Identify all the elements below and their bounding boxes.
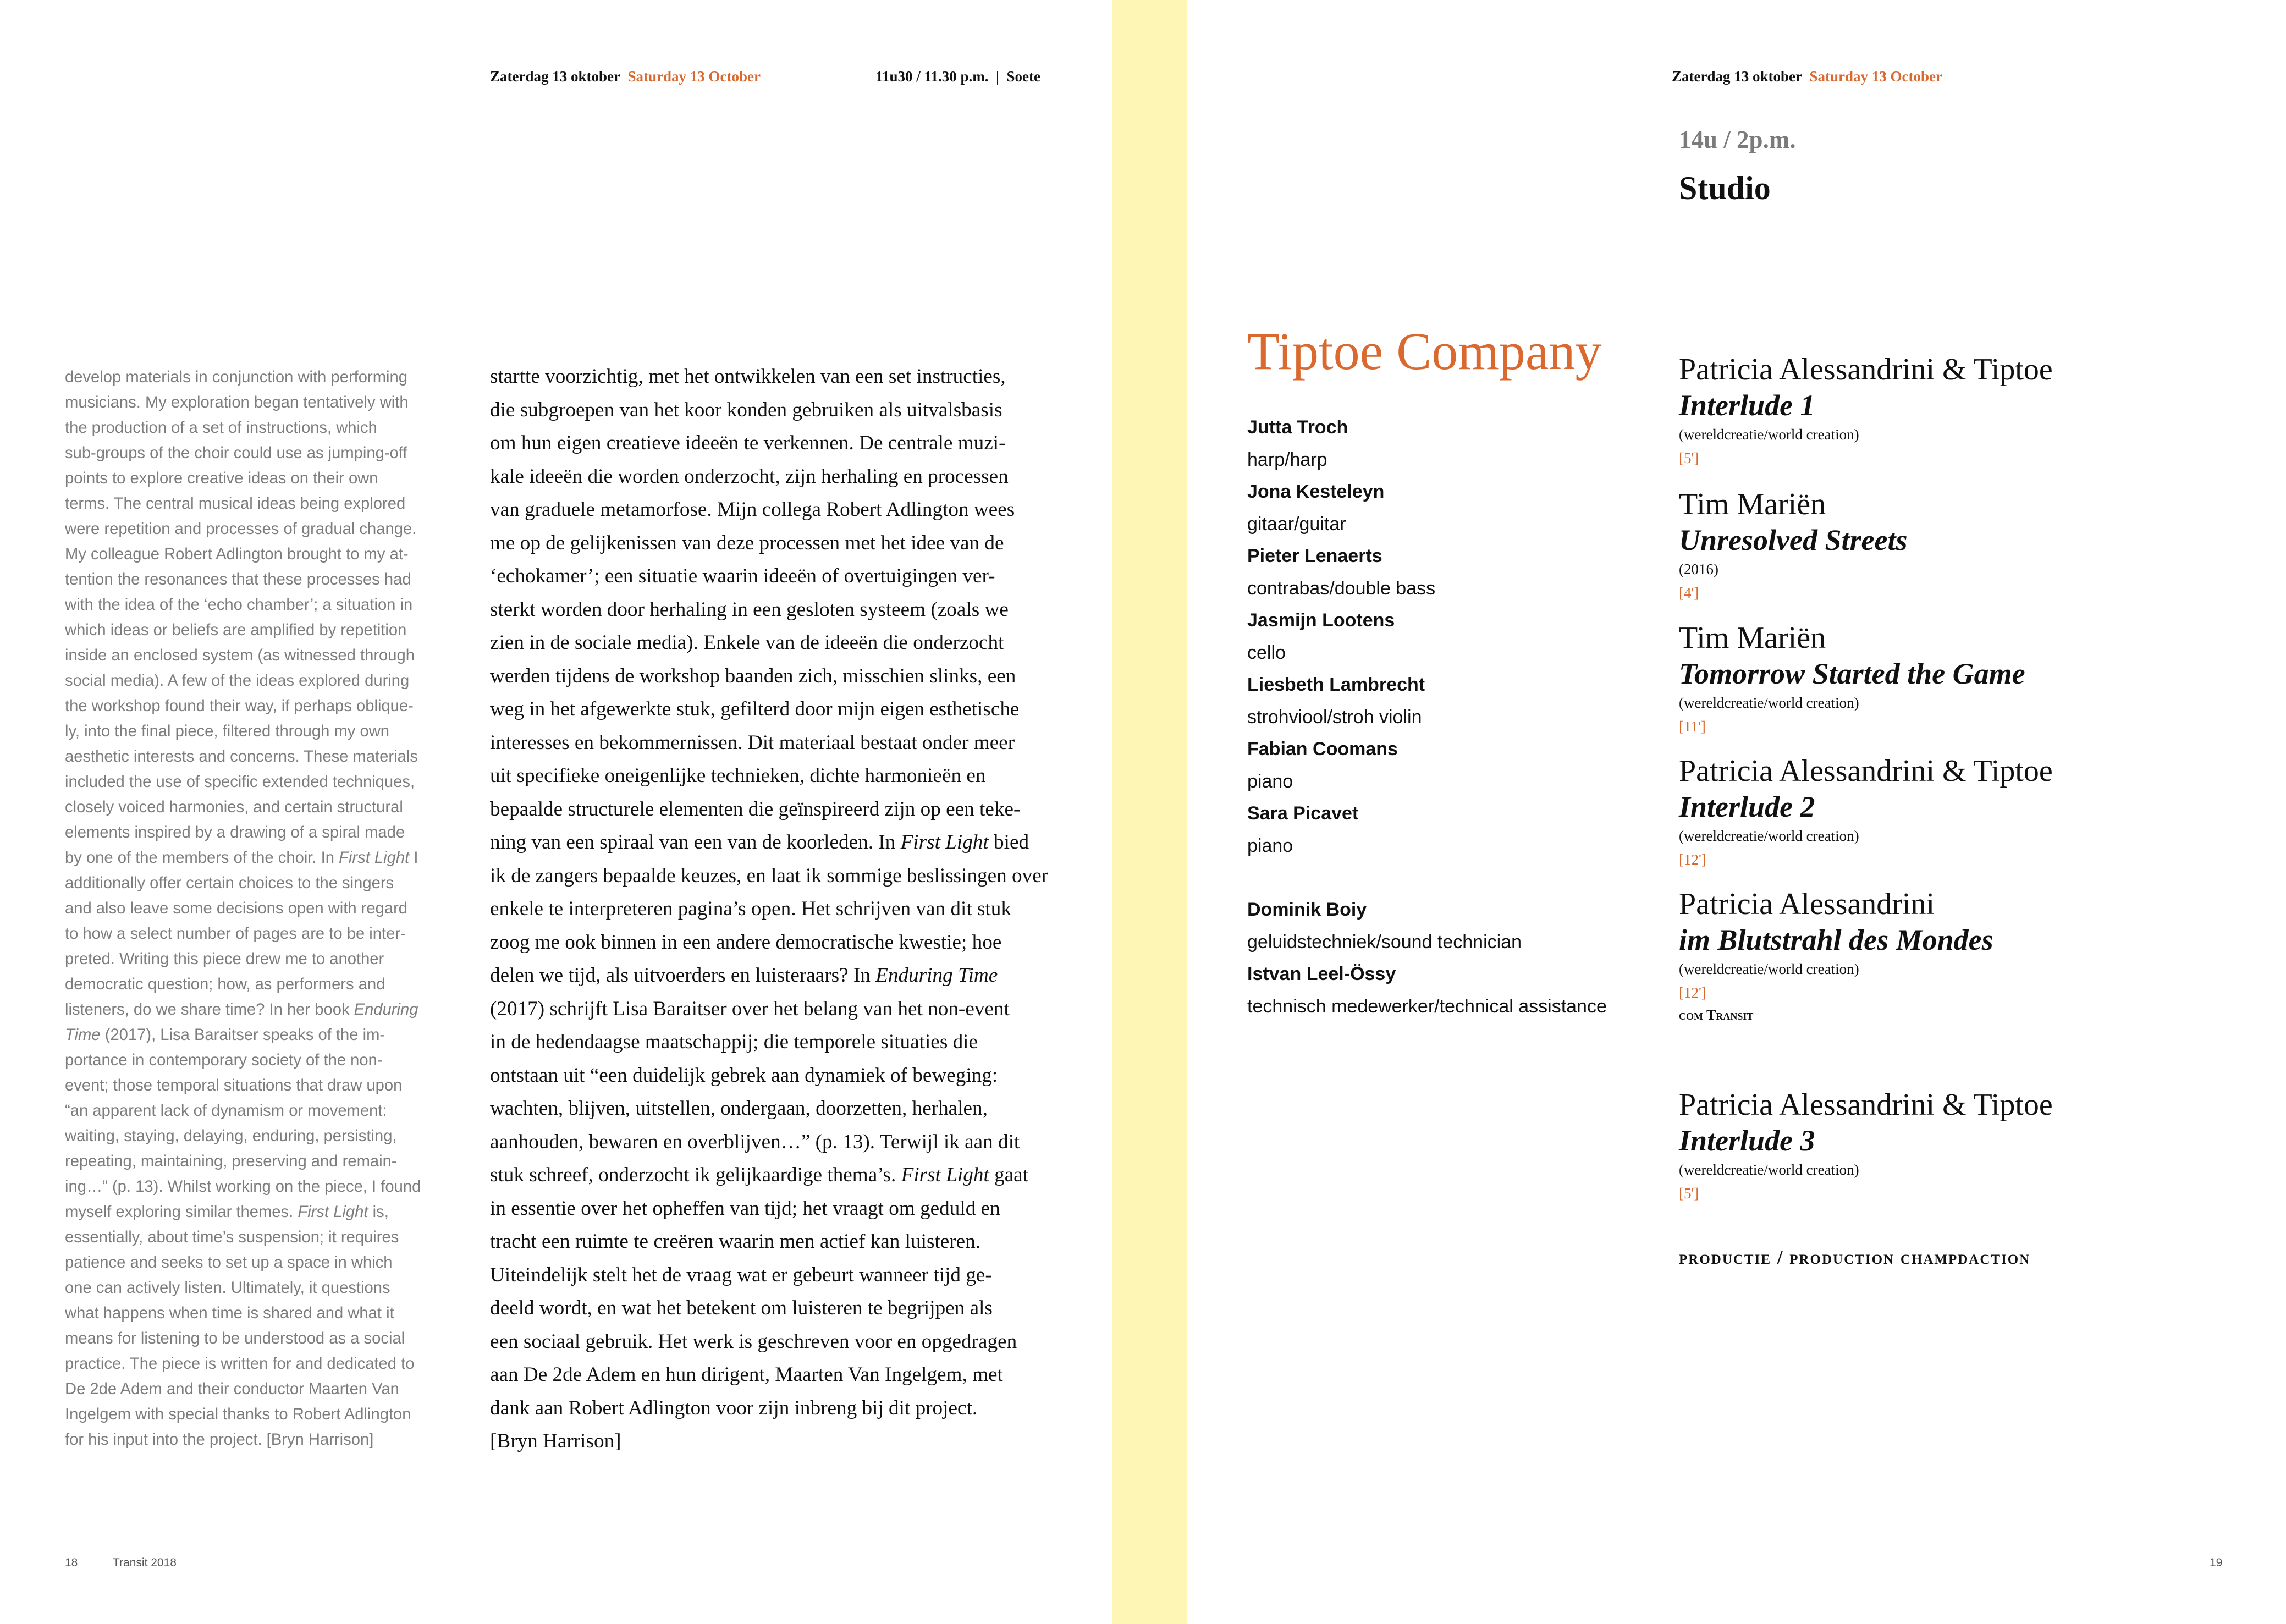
text-line: wachten, blijven, uitstellen, ondergaan, doorzetten, herhalen, — [490, 1097, 988, 1120]
performer-role: piano — [1247, 835, 1293, 856]
work-duration: [12'] — [1679, 984, 1706, 1001]
text-line: ik de zangers bepaalde keuzes, en laat ik sommige beslissingen over — [490, 864, 1049, 887]
text-segment: is, — [368, 1203, 389, 1221]
text-line: democratic question; how, as performers and — [65, 976, 385, 993]
left-header-date — [490, 68, 761, 85]
text-line: elements inspired by a drawing of a spiral made — [65, 824, 405, 841]
performer-role: harp/harp — [1247, 449, 1327, 470]
program-item — [1679, 487, 1907, 605]
text-line: develop materials in conjunction with performing — [65, 368, 407, 386]
text-line: for his input into the project. [Bryn Harrison] — [65, 1431, 374, 1449]
text-line: De 2de Adem and their conductor Maarten Van — [65, 1380, 399, 1398]
text-line: waiting, staying, delaying, enduring, persisting, — [65, 1127, 397, 1145]
program-item — [1679, 352, 2053, 471]
text-line: [Bryn Harrison] — [490, 1430, 621, 1452]
event-time: 14u / 2p.m. — [1679, 126, 1796, 153]
text-line: closely voiced harmonies, and certain structural — [65, 799, 403, 816]
text-line: die subgroepen van het koor konden gebruiken als uitvalsbasis — [490, 398, 1002, 421]
text-line: additionally offer certain choices to the singers — [65, 874, 394, 892]
text-line: one can actively listen. Ultimately, it questions — [65, 1279, 390, 1297]
list-gap — [1247, 862, 1607, 894]
text-line — [65, 845, 447, 871]
text-line: aan De 2de Adem en hun dirigent, Maarten Van Ingelgem, met — [490, 1363, 1003, 1386]
text-line: ‘echokamer’; een situatie waarin ideeën of overtuigingen ver- — [490, 565, 995, 587]
performer-role: contrabas/double bass — [1247, 577, 1436, 599]
text-line: repeating, maintaining, preserving and remain- — [65, 1153, 397, 1170]
text-line: which ideas or beliefs are amplified by repetition — [65, 621, 407, 639]
text-segment: gaat — [989, 1164, 1029, 1186]
text-line: dank aan Robert Adlington voor zijn inbreng bij dit project. — [490, 1396, 978, 1419]
work-title: Interlude 1 — [1679, 389, 1815, 422]
composer-name: Patricia Alessandrini & Tiptoe — [1679, 353, 2053, 387]
text-line: aesthetic interests and concerns. These materials — [65, 748, 418, 766]
text-segment: listeners, do we share time? In her book — [65, 1001, 354, 1019]
text-line: terms. The central musical ideas being explored — [65, 495, 406, 513]
work-note: (wereldcreatie/world creation) — [1679, 695, 1859, 711]
work-title: Interlude 2 — [1679, 790, 1815, 823]
text-line: interesses en bekommernissen. Dit materiaal bestaat onder meer — [490, 731, 1015, 754]
text-line: ly, into the final piece, filtered through my own — [65, 723, 390, 740]
work-note: (2016) — [1679, 561, 1718, 577]
performer-name: Liesbeth Lambrecht — [1247, 674, 1425, 695]
program-item — [1679, 1087, 2053, 1206]
italic-title: Time — [65, 1026, 101, 1044]
performer-name: Fabian Coomans — [1247, 739, 1398, 759]
work-note: (wereldcreatie/world creation) — [1679, 961, 1859, 977]
left-header-separator: | — [996, 68, 999, 85]
text-segment: bied — [988, 831, 1029, 854]
italic-title: Enduring — [354, 1001, 418, 1019]
performer-role: cello — [1247, 642, 1286, 663]
text-line: in essentie over het opheffen van tijd; het vraagt om geduld en — [490, 1197, 1000, 1220]
work-duration: [12'] — [1679, 851, 1706, 868]
composer-name: Patricia Alessandrini — [1679, 887, 1935, 921]
italic-title: First Light — [900, 831, 989, 854]
text-line: were repetition and processes of gradual change. — [65, 520, 417, 538]
work-title: im Blutstrahl des Mondes — [1679, 923, 1993, 956]
text-segment: I — [409, 849, 418, 867]
text-line: deeld wordt, en wat het betekent om luisteren te begrijpen als — [490, 1297, 993, 1319]
composer-name: Tim Mariën — [1679, 621, 1826, 655]
performer-name: Jasmijn Lootens — [1247, 610, 1395, 631]
text-line: zoog me ook binnen in een andere democratische kwestie; hoe — [490, 931, 1002, 954]
performer-name: Jona Kesteleyn — [1247, 481, 1385, 502]
text-line — [490, 959, 1056, 993]
text-segment: ning van een spiraal van een van de koorleden. In — [490, 831, 901, 854]
text-line: in de hedendaagse maatschappij; die temporele situaties die — [490, 1031, 978, 1053]
text-line: (2017) schrijft Lisa Baraitser over het belang van het non-event — [490, 997, 1010, 1020]
text-line: zien in de sociale media). Enkele van de ideeën die onderzocht — [490, 631, 1004, 654]
text-line: to how a select number of pages are to be inter- — [65, 925, 406, 943]
text-line: aanhouden, bewaren en overblijven…” (p. 13). Terwijl ik aan dit — [490, 1130, 1020, 1153]
program-item — [1679, 887, 1993, 1025]
left-header-venue: Soete — [1006, 68, 1040, 85]
text-line: what happens when time is shared and what it — [65, 1304, 394, 1322]
text-line: My colleague Robert Adlington brought to my at- — [65, 546, 409, 563]
italic-title: Enduring Time — [875, 964, 998, 987]
work-duration: [5'] — [1679, 450, 1699, 466]
text-line: tracht een ruimte te creëren waarin men actief kan luisteren. — [490, 1230, 981, 1253]
text-line: van graduele metamorfose. Mijn collega Robert Adlington wees — [490, 498, 1015, 521]
commission-note: com Transit — [1679, 1007, 1754, 1023]
text-line: and also leave some decisions open with regard — [65, 900, 408, 917]
left-header-date-en: Saturday 13 October — [627, 68, 761, 85]
text-line: the production of a set of instructions, which — [65, 419, 377, 437]
work-title: Tomorrow Started the Game — [1679, 657, 2025, 690]
composer-name: Patricia Alessandrini & Tiptoe — [1679, 754, 2053, 788]
text-line: with the idea of the ‘echo chamber’; a situation in — [65, 596, 413, 614]
text-line — [65, 997, 447, 1022]
text-line: essentially, about time’s suspension; it requires — [65, 1229, 399, 1246]
text-line: weg in het afgewerkte stuk, gefilterd door mijn eigen esthetische — [490, 698, 1020, 720]
work-note: (wereldcreatie/world creation) — [1679, 828, 1859, 844]
program-item — [1679, 620, 2025, 739]
composer-name: Tim Mariën — [1679, 487, 1826, 521]
text-line: enkele te interpreteren pagina’s open. Het schrijven van dit stuk — [490, 898, 1011, 920]
program-item — [1679, 753, 2053, 872]
right-page-number: 19 — [2210, 1556, 2223, 1569]
text-segment: (2017), Lisa Baraitser speaks of the im- — [100, 1026, 385, 1044]
text-line: kale ideeën die worden onderzocht, zijn herhaling en processen — [490, 465, 1009, 488]
work-duration: [11'] — [1679, 718, 1706, 735]
text-line: Uiteindelijk stelt het de vraag wat er gebeurt wanneer tijd ge- — [490, 1263, 992, 1286]
text-line: ontstaan uit “een duidelijk gebrek aan dynamiek of beweging: — [490, 1064, 998, 1087]
performer-role: technisch medewerker/technical assistance — [1247, 995, 1607, 1017]
text-segment: by one of the members of the choir. In — [65, 849, 339, 867]
text-line — [490, 1159, 1056, 1192]
event-venue: Studio — [1679, 170, 1771, 206]
text-line: tention the resonances that these processes had — [65, 571, 411, 588]
work-duration: [4'] — [1679, 585, 1699, 601]
performer-name: Istvan Leel-Össy — [1247, 964, 1396, 984]
page-spine — [1112, 0, 1187, 1624]
work-note: (wereldcreatie/world creation) — [1679, 1161, 1859, 1178]
performer-role: piano — [1247, 770, 1293, 792]
company-title: Tiptoe Company — [1247, 322, 1602, 381]
text-line: practice. The piece is written for and dedicated to — [65, 1355, 415, 1373]
text-line: “an apparent lack of dynamism or movement: — [65, 1102, 387, 1120]
text-segment: stuk schreef, onderzocht ik gelijkaardige thema’s. — [490, 1164, 901, 1186]
english-text-column — [65, 365, 447, 1452]
text-line: uit specifieke oneigenlijke technieken, dichte harmonieën en — [490, 764, 986, 787]
text-line: preted. Writing this piece drew me to another — [65, 950, 384, 968]
italic-title: First Light — [339, 849, 410, 867]
left-header-time-venue — [875, 68, 1040, 85]
italic-title: First Light — [901, 1164, 989, 1186]
work-duration: [5'] — [1679, 1185, 1699, 1202]
right-header-date — [1672, 68, 1942, 85]
text-line — [65, 1022, 447, 1048]
text-line: patience and seeks to set up a space in which — [65, 1254, 393, 1271]
text-line: Ingelgem with special thanks to Robert Adlington — [65, 1406, 411, 1423]
performer-role: strohviool/stroh violin — [1247, 706, 1422, 728]
performer-name: Sara Picavet — [1247, 803, 1359, 824]
left-page-number: 18 — [65, 1556, 78, 1569]
performer-list — [1247, 411, 1607, 1022]
text-segment: delen we tijd, als uitvoerders en luisteraars? In — [490, 964, 876, 987]
right-header-date-en: Saturday 13 October — [1809, 68, 1942, 85]
left-header-time: 11u30 / 11.30 p.m. — [875, 68, 989, 85]
dutch-text-column — [490, 360, 1056, 1458]
text-line: sterkt worden door herhaling in een gesloten systeem (zoals we — [490, 598, 1009, 621]
text-line: portance in contemporary society of the non- — [65, 1052, 383, 1069]
text-line: event; those temporal situations that draw upon — [65, 1077, 403, 1094]
text-line — [490, 826, 1056, 860]
right-header-date-nl: Zaterdag 13 oktober — [1672, 68, 1802, 85]
composer-name: Patricia Alessandrini & Tiptoe — [1679, 1088, 2053, 1122]
text-line: om hun eigen creatieve ideeën te verkennen. De centrale muzi- — [490, 432, 1006, 454]
performer-role: geluidstechniek/sound technician — [1247, 931, 1522, 953]
text-line: sub-groups of the choir could use as jumping-off — [65, 444, 407, 462]
performer-name: Pieter Lenaerts — [1247, 546, 1382, 566]
production-credit: productie / production champdaction — [1679, 1247, 2031, 1268]
text-line: startte voorzichtig, met het ontwikkelen van een set instructies, — [490, 365, 1006, 388]
text-line: means for listening to be understood as a social — [65, 1330, 405, 1347]
text-line: points to explore creative ideas on their own — [65, 470, 378, 487]
text-line: inside an enclosed system (as witnessed through — [65, 647, 415, 664]
work-title: Unresolved Streets — [1679, 524, 1908, 557]
text-segment: myself exploring similar themes. — [65, 1203, 298, 1221]
text-line — [65, 1199, 447, 1225]
left-header-date-nl: Zaterdag 13 oktober — [490, 68, 620, 85]
work-note: (wereldcreatie/world creation) — [1679, 426, 1859, 443]
italic-title: First Light — [298, 1203, 368, 1221]
performer-role: gitaar/guitar — [1247, 513, 1346, 535]
work-title: Interlude 3 — [1679, 1124, 1815, 1157]
text-line: musicians. My exploration began tentatively with — [65, 394, 409, 411]
text-line: een sociaal gebruik. Het werk is geschreven voor en opgedragen — [490, 1330, 1017, 1353]
performer-name: Dominik Boiy — [1247, 899, 1367, 920]
text-line: werden tijdens de workshop baanden zich, misschien slinks, een — [490, 664, 1016, 687]
publication-name: Transit 2018 — [113, 1556, 177, 1569]
text-line: me op de gelijkenissen van deze processen met het idee van de — [490, 531, 1004, 554]
performer-name: Jutta Troch — [1247, 417, 1348, 438]
text-line: ing…” (p. 13). Whilst working on the piece, I found — [65, 1178, 421, 1196]
text-line: social media). A few of the ideas explored during — [65, 672, 410, 690]
text-line: included the use of specific extended techniques, — [65, 773, 415, 791]
text-line: bepaalde structurele elementen die geïnspireerd zijn op een teke- — [490, 797, 1021, 821]
text-line: the workshop found their way, if perhaps oblique- — [65, 697, 414, 715]
